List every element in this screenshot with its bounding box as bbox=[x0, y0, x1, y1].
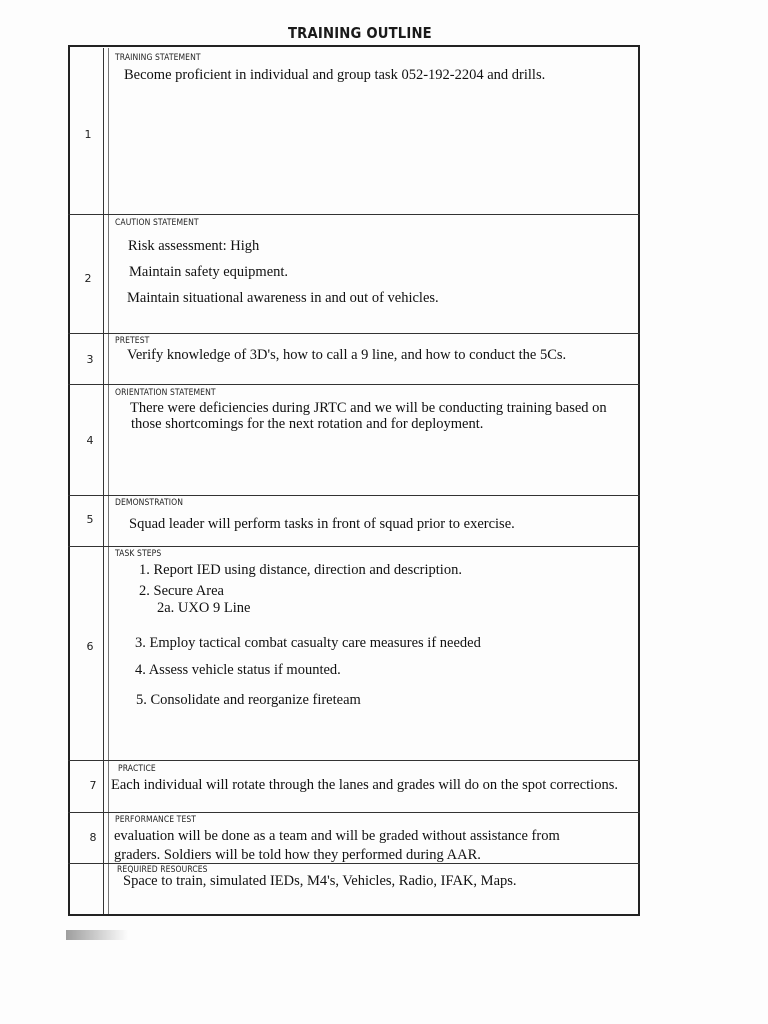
section-number: 5 bbox=[86, 513, 94, 526]
section-text-line: Each individual will rotate through the lanes and grades will do on the spot corrections. bbox=[111, 777, 618, 793]
section-label-pretest: PRETEST bbox=[115, 336, 150, 346]
row-divider bbox=[68, 812, 640, 813]
section-text-line: Risk assessment: High bbox=[128, 238, 260, 254]
section-number: 6 bbox=[86, 640, 94, 653]
section-label-practice: PRACTICE bbox=[118, 764, 156, 774]
row-divider bbox=[68, 214, 640, 215]
row-divider bbox=[68, 333, 640, 334]
section-label-orientation-statement: ORIENTATION STATEMENT bbox=[115, 388, 216, 398]
row-divider bbox=[68, 546, 640, 547]
scan-edge-shadow bbox=[66, 930, 128, 940]
row-divider bbox=[68, 495, 640, 496]
section-number: 2 bbox=[84, 272, 92, 285]
section-text-line: Maintain situational awareness in and out of vehicles. bbox=[127, 290, 439, 306]
section-label-performance-test: PERFORMANCE TEST bbox=[115, 815, 197, 825]
section-label-required-resources: REQUIRED RESOURCES bbox=[117, 865, 208, 875]
section-text-line: Become proficient in individual and group task 052-192-2204 and drills. bbox=[124, 67, 546, 83]
task-step-line: 5. Consolidate and reorganize fireteam bbox=[136, 692, 361, 708]
section-number: 4 bbox=[86, 434, 94, 447]
row-divider bbox=[68, 384, 640, 385]
section-text-line: Maintain safety equipment. bbox=[129, 264, 289, 280]
section-text-line: graders. Soldiers will be told how they performed during AAR. bbox=[114, 847, 481, 863]
section-text-line: Verify knowledge of 3D's, how to call a 9 line, and how to conduct the 5Cs. bbox=[127, 347, 567, 363]
section-label-caution-statement: CAUTION STATEMENT bbox=[115, 218, 199, 228]
task-step-line: 4. Assess vehicle status if mounted. bbox=[135, 662, 341, 678]
section-text-line: Space to train, simulated IEDs, M4's, Vehicles, Radio, IFAK, Maps. bbox=[123, 873, 517, 889]
number-column-inner-divider bbox=[108, 48, 109, 914]
task-step-line: 1. Report IED using distance, direction and description. bbox=[139, 562, 462, 578]
section-text-line: those shortcomings for the next rotation and for deployment. bbox=[131, 416, 484, 432]
section-label-training-statement: TRAINING STATEMENT bbox=[115, 53, 201, 63]
section-text-line: Squad leader will perform tasks in front of squad prior to exercise. bbox=[129, 516, 515, 532]
task-step-line: 2a. UXO 9 Line bbox=[157, 600, 251, 616]
section-text-line: There were deficiencies during JRTC and we will be conducting training based on bbox=[130, 400, 607, 416]
section-number: 3 bbox=[86, 353, 94, 366]
section-text-line: evaluation will be done as a team and will be graded without assistance from bbox=[114, 828, 560, 844]
section-number: 1 bbox=[84, 128, 92, 141]
task-step-line: 2. Secure Area bbox=[139, 583, 224, 599]
section-number: 7 bbox=[89, 779, 97, 792]
section-number: 8 bbox=[89, 831, 97, 844]
section-label-task-steps: TASK STEPS bbox=[115, 549, 162, 559]
task-step-line: 3. Employ tactical combat casualty care measures if needed bbox=[135, 635, 481, 651]
section-label-demonstration: DEMONSTRATION bbox=[115, 498, 184, 508]
page-title: TRAINING OUTLINE bbox=[288, 24, 432, 42]
row-divider bbox=[68, 760, 640, 761]
